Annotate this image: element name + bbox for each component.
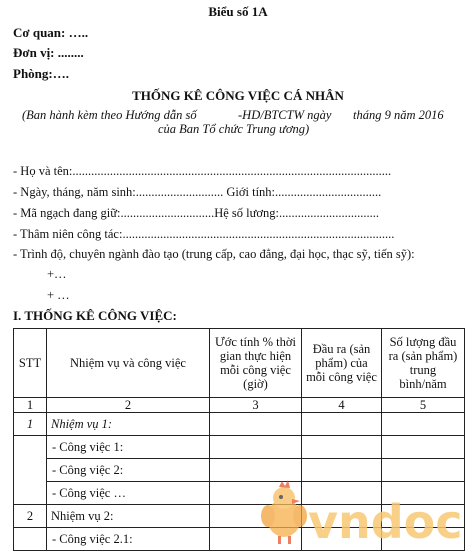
header-task: Nhiệm vụ và công việc xyxy=(47,329,210,398)
column-number: 1 xyxy=(14,398,47,413)
column-number: 3 xyxy=(210,398,302,413)
row-stt xyxy=(14,436,47,505)
section-title: I. THỐNG KÊ CÔNG VIỆC: xyxy=(13,308,177,323)
vndoc-watermark xyxy=(248,480,473,546)
time-cell xyxy=(210,459,302,482)
table-row xyxy=(14,413,465,436)
header-output: Đầu ra (sản phẩm) của mỗi công việc xyxy=(302,329,382,398)
column-number: 2 xyxy=(47,398,210,413)
row-stt xyxy=(14,528,47,551)
time-cell xyxy=(210,436,302,459)
table-row xyxy=(14,436,465,459)
unit-field: Đơn vị: ........ xyxy=(13,45,84,60)
page-title: THỐNG KÊ CÔNG VIỆC CÁ NHÂN xyxy=(132,88,344,103)
subtitle-part-3: tháng 9 năm 2016 xyxy=(353,108,444,122)
chicken-mascot-icon xyxy=(248,480,473,546)
table-row xyxy=(14,459,465,482)
quantity-cell xyxy=(382,413,465,436)
row-task: - Công việc 2: xyxy=(47,459,210,482)
output-cell xyxy=(302,413,382,436)
row-stt: 1 xyxy=(14,413,47,436)
rank-salary-field: - Mã ngạch đang giữ:..............................Hệ số lương:................................ xyxy=(13,206,379,220)
row-task: - Công việc 1: xyxy=(47,436,210,459)
column-number: 4 xyxy=(302,398,382,413)
full-name-field: - Họ và tên:...................................................................................................... xyxy=(13,164,392,178)
subtitle-line-2: của Ban Tổ chức Trung ương) xyxy=(158,122,310,136)
education-field: - Trình độ, chuyên ngành đào tạo (trung cấp, cao đẳng, đại học, thạc sỹ, tiến sỹ): xyxy=(13,247,415,261)
row-task: Nhiệm vụ 2: xyxy=(47,505,210,528)
row-task: - Công việc … xyxy=(47,482,210,505)
row-task: Nhiệm vụ 1: xyxy=(47,413,210,436)
education-item-2: + … xyxy=(47,288,70,302)
agency-field: Cơ quan: ….. xyxy=(13,25,89,40)
output-cell xyxy=(302,459,382,482)
header-stt: STT xyxy=(14,329,47,398)
row-task: - Công việc 2.1: xyxy=(47,528,210,551)
watermark-text: vndoc xyxy=(308,495,463,546)
column-number: 5 xyxy=(382,398,465,413)
education-item-1: +… xyxy=(47,267,67,281)
time-cell xyxy=(210,413,302,436)
header-quantity: Số lượng đầu ra (sản phẩm) trung bình/năm xyxy=(382,329,465,398)
seniority-field: - Thâm niên công tác:....................................................................................... xyxy=(13,227,395,241)
birth-gender-field: - Ngày, tháng, năm sinh:............................ Giới tính:.................................. xyxy=(13,185,382,199)
quantity-cell xyxy=(382,459,465,482)
subtitle-part-2: -HD/BTCTW ngày xyxy=(238,108,332,122)
header-time: Ước tính % thời gian thực hiện mỗi công việc (giờ) xyxy=(210,329,302,398)
row-stt: 2 xyxy=(14,505,47,528)
quantity-cell xyxy=(382,436,465,459)
form-code: Biểu số 1A xyxy=(208,4,268,19)
output-cell xyxy=(302,436,382,459)
room-field: Phòng:…. xyxy=(13,66,69,81)
subtitle-part-1: (Ban hành kèm theo Hướng dẫn số xyxy=(22,108,197,122)
